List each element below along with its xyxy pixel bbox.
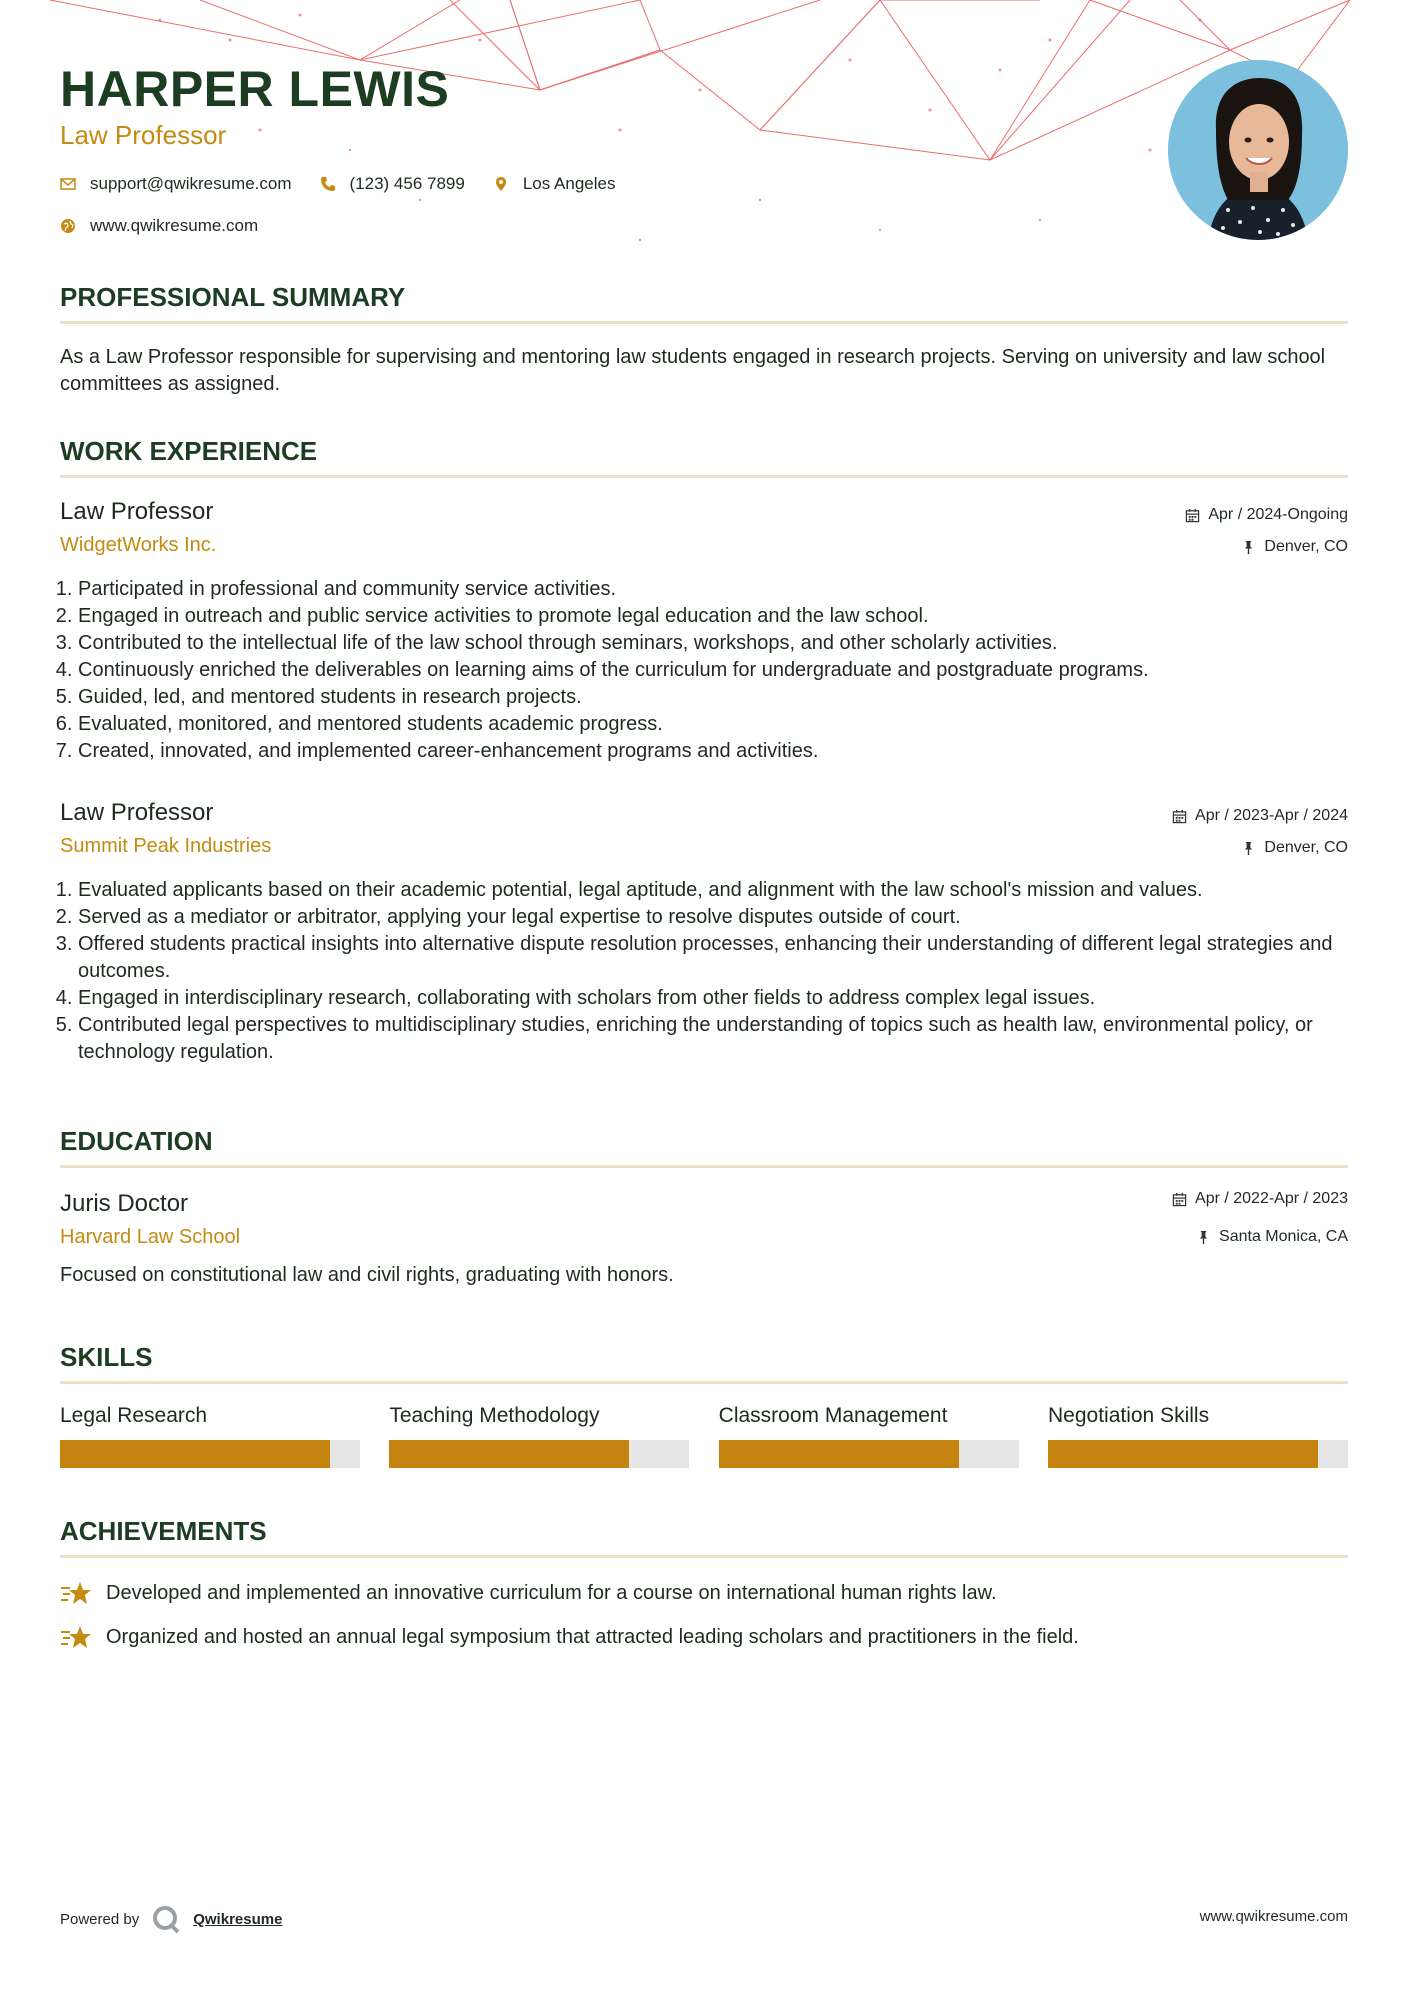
- phone-text: (123) 456 7899: [349, 174, 465, 193]
- list-item: 7. Created, innovated, and implemented career-enhancement programs and activities.: [78, 738, 1348, 765]
- list-item: 3. Contributed to the intellectual life of the law school through seminars, workshops, and other scholarly activities.: [78, 630, 1348, 657]
- email-text: support@qwikresume.com: [90, 174, 292, 193]
- shooting-star-icon: [60, 1578, 92, 1608]
- candidate-name: HARPER LEWIS: [60, 61, 450, 117]
- qwikresume-logo-icon: [151, 1904, 181, 1934]
- skill-bar-track: [60, 1440, 360, 1468]
- job-dates: [1185, 506, 1348, 524]
- education-degree: Juris Doctor: [60, 1190, 189, 1217]
- footer-brand: [60, 1904, 282, 1934]
- contact-phone[interactable]: [320, 174, 465, 194]
- education-location: [1196, 1228, 1348, 1246]
- phone-icon: [320, 176, 336, 192]
- job-dates: [1172, 807, 1348, 825]
- envelope-icon: [60, 176, 76, 192]
- achievement-text: Developed and implemented an innovative curriculum for a course on international human rights law.: [106, 1581, 997, 1604]
- pattern-dots: [159, 14, 1202, 242]
- education-dates-text: Apr / 2022-Apr / 2023: [1195, 1190, 1348, 1207]
- calendar-icon: [1172, 1192, 1187, 1207]
- achievement-item: [60, 1622, 1348, 1652]
- calendar-icon: [1185, 508, 1200, 523]
- job-company: WidgetWorks Inc.: [60, 534, 217, 556]
- section-title-experience: WORK EXPERIENCE: [60, 436, 1348, 478]
- list-item: 5. Contributed legal perspectives to multidisciplinary studies, enriching the understanding of topics such as health law, environmental policy, or technology regulation.: [78, 1012, 1348, 1066]
- skill-label: Classroom Management: [718, 1404, 948, 1427]
- job-bullets-2: [60, 877, 1348, 1066]
- calendar-icon: [1172, 809, 1187, 824]
- job-location: [1241, 839, 1348, 857]
- job-location-text: Denver, CO: [1264, 839, 1348, 856]
- skill-classroom-management: [719, 1404, 1019, 1468]
- contact-location: [493, 174, 616, 194]
- summary-text: As a Law Professor responsible for supervising and mentoring law students engaged in research projects. Serving on university and law school committees as assigned.: [60, 346, 1326, 395]
- job-dates-text: Apr / 2023-Apr / 2024: [1195, 807, 1348, 824]
- contact-row-2: [60, 216, 276, 236]
- pushpin-icon: [1196, 1230, 1211, 1245]
- skill-bar-track: [1048, 1440, 1348, 1468]
- skill-bar-track: [389, 1440, 689, 1468]
- skill-legal-research: [60, 1404, 360, 1468]
- list-item: 1. Evaluated applicants based on their academic potential, legal aptitude, and alignment with the law school's mission and values.: [78, 877, 1348, 904]
- skills-list: [60, 1404, 1348, 1468]
- section-title-skills: SKILLS: [60, 1342, 1348, 1384]
- map-pin-icon: [493, 176, 509, 192]
- list-item: 4. Continuously enriched the deliverables on learning aims of the curriculum for undergraduate and postgraduate programs.: [78, 657, 1348, 684]
- contact-website[interactable]: [60, 216, 258, 236]
- skill-label: Negotiation Skills: [1047, 1404, 1210, 1427]
- skill-bar-track: [719, 1440, 1019, 1468]
- contact-row-1: [60, 174, 633, 194]
- skill-bar-fill: [1048, 1440, 1318, 1468]
- section-title-achievements: ACHIEVEMENTS: [60, 1516, 1348, 1558]
- skill-bar-fill: [60, 1440, 330, 1468]
- skill-bar-fill: [719, 1440, 959, 1468]
- list-item: 2. Served as a mediator or arbitrator, applying your legal expertise to resolve disputes outside of court.: [78, 904, 1348, 931]
- footer: [60, 1896, 1348, 1936]
- job-bullets-1: [60, 576, 1348, 765]
- skill-label: Teaching Methodology: [389, 1404, 600, 1427]
- achievement-item: [60, 1578, 1348, 1608]
- section-title-summary: PROFESSIONAL SUMMARY: [60, 282, 1348, 324]
- list-item: 5. Guided, led, and mentored students in research projects.: [78, 684, 1348, 711]
- list-item: 6. Evaluated, monitored, and mentored students academic progress.: [78, 711, 1348, 738]
- skill-bar-fill: [389, 1440, 629, 1468]
- education-school: Harvard Law School: [60, 1226, 241, 1248]
- job-company: Summit Peak Industries: [60, 835, 272, 857]
- list-item: 1. Participated in professional and community service activities.: [78, 576, 1348, 603]
- job-location: [1241, 538, 1348, 556]
- candidate-title: Law Professor: [60, 120, 227, 150]
- portrait-illustration: [1168, 60, 1348, 240]
- skill-label: Legal Research: [60, 1404, 208, 1427]
- job-location-text: Denver, CO: [1264, 538, 1348, 555]
- qwikresume-link[interactable]: Qwikresume: [193, 1910, 283, 1928]
- skill-teaching-methodology: [389, 1404, 689, 1468]
- profile-photo: [1168, 60, 1348, 240]
- location-text: Los Angeles: [522, 174, 616, 193]
- education-dates: [1172, 1190, 1348, 1208]
- footer-website[interactable]: www.qwikresume.com: [1199, 1908, 1348, 1925]
- education-location-text: Santa Monica, CA: [1219, 1228, 1348, 1245]
- section-title-education: EDUCATION: [60, 1126, 1348, 1168]
- globe-icon: [60, 218, 76, 234]
- list-item: 2. Engaged in outreach and public service activities to promote legal education and the law school.: [78, 603, 1348, 630]
- list-item: 3. Offered students practical insights into alternative dispute resolution processes, enhancing their understanding of different legal strategies and outcomes.: [78, 931, 1348, 985]
- contact-email[interactable]: [60, 174, 292, 194]
- job-role: Law Professor: [60, 498, 214, 525]
- job-role: Law Professor: [60, 799, 214, 826]
- pushpin-icon: [1241, 841, 1256, 856]
- pushpin-icon: [1241, 540, 1256, 555]
- shooting-star-icon: [60, 1622, 92, 1652]
- powered-by-label: Powered by: [60, 1910, 140, 1928]
- job-dates-text: Apr / 2024-Ongoing: [1208, 506, 1348, 523]
- list-item: 4. Engaged in interdisciplinary research, collaborating with scholars from other fields to address complex legal issues.: [78, 985, 1348, 1012]
- education-text: Focused on constitutional law and civil rights, graduating with honors.: [60, 1264, 674, 1286]
- skill-negotiation-skills: [1048, 1404, 1348, 1468]
- website-text: www.qwikresume.com: [90, 216, 259, 235]
- achievement-text: Organized and hosted an annual legal symposium that attracted leading scholars and practitioners in the field.: [106, 1625, 1079, 1648]
